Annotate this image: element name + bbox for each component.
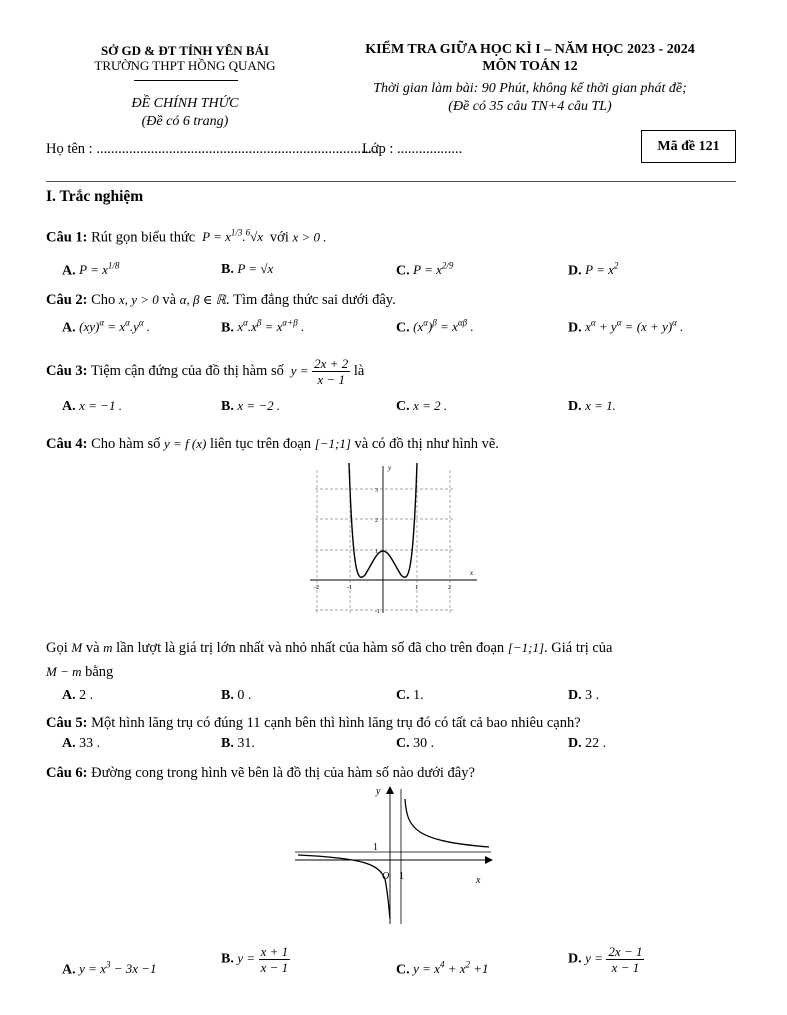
q4-answer-a[interactable]: A. 2 . <box>62 688 94 703</box>
exam-time: Thời gian làm bài: 90 Phút, không kể thời gian phát đề; <box>373 81 687 96</box>
q2-answer-b[interactable]: B. $x^\alpha.x^\beta = x^{\alpha+\beta}$ . <box>221 318 305 336</box>
q6-curve-right <box>405 799 489 847</box>
q1-expression: $P = x^{1/3}.^6√x$ <box>198 228 267 245</box>
svg-text:-1: -1 <box>375 609 380 615</box>
exam-code-box: Mã đề 121 <box>641 130 736 163</box>
student-class-field: Lớp : .................. <box>362 141 463 157</box>
q4-answer-b[interactable]: B. 0 . <box>221 688 252 703</box>
svg-text:2: 2 <box>375 518 378 524</box>
q5-answer-c[interactable]: C. 30 . <box>396 736 435 751</box>
q1-answer-c[interactable]: C. $P = x^{2/9}$ <box>396 261 454 279</box>
header-school: TRƯỜNG THPT HỒNG QUANG <box>94 58 276 73</box>
svg-text:y: y <box>376 786 381 797</box>
header-pages: (Đề có 6 trang) <box>141 114 229 129</box>
q2-answer-c[interactable]: C. $(x^\alpha)^\beta = x^{\alpha\beta}$ . <box>396 318 474 336</box>
q6-answer-c[interactable]: C. $y = x^4 + x^2 +1$ <box>396 960 489 978</box>
q3-fraction: $\frac{2x + 2}{x - 1}$ <box>314 356 349 387</box>
question-4: Câu 4: Cho hàm số y = f (x) liên tục trên đoạn [−1;1] và có đồ thị như hình vẽ. <box>46 436 499 452</box>
q4-answer-c[interactable]: C. 1. <box>396 688 424 703</box>
header-divider <box>134 80 238 81</box>
exam-title: KIỂM TRA GIỮA HỌC KÌ I – NĂM HỌC 2023 - 2024 <box>365 42 695 57</box>
q3-answer-a[interactable]: A. x = −1 . <box>62 398 122 414</box>
exam-count: (Đề có 35 câu TN+4 câu TL) <box>448 99 612 114</box>
question-1: Câu 1: Rút gọn biểu thức $P = x^{1/3}.^6√x$ với x > 0 . <box>46 228 327 246</box>
header-official: ĐỀ CHÍNH THỨC <box>131 96 239 111</box>
header-dept: SỞ GD & ĐT TỈNH YÊN BÁI <box>100 43 270 58</box>
svg-text:x: x <box>476 875 481 886</box>
svg-text:1: 1 <box>415 585 418 591</box>
svg-text:2: 2 <box>448 585 451 591</box>
svg-text:1: 1 <box>399 871 404 882</box>
question-2: Câu 2: Cho x, y > 0 và α, β ∈ ℝ. Tìm đẳng thức sai dưới đây. <box>46 292 396 308</box>
svg-text:3: 3 <box>375 488 378 494</box>
svg-text:y: y <box>388 464 392 472</box>
q3-answer-d[interactable]: D. x = 1. <box>568 398 616 414</box>
q5-answer-d[interactable]: D. 22 . <box>568 736 607 751</box>
q3-answer-c[interactable]: C. x = 2 . <box>396 398 448 414</box>
q6-curve-left <box>298 855 390 919</box>
q1-answer-d[interactable]: D. $P = x^2$ <box>568 261 619 279</box>
q5-answer-b[interactable]: B. 31. <box>221 736 255 751</box>
svg-text:x: x <box>470 569 474 577</box>
exam-subject: MÔN TOÁN 12 <box>482 59 578 74</box>
q6-answer-b[interactable]: B. y = $\frac{x + 1}{x - 1}$ <box>221 944 289 975</box>
section-title: I. Trắc nghiệm <box>46 188 144 205</box>
svg-text:O: O <box>382 871 390 882</box>
q6-graph <box>293 784 498 929</box>
question-6: Câu 6: Đường cong trong hình vẽ bên là đồ thị của hàm số nào dưới đây? <box>46 765 475 781</box>
q4-answer-d[interactable]: D. 3 . <box>568 688 600 703</box>
svg-text:-2: -2 <box>314 585 319 591</box>
q3-answer-b[interactable]: B. x = −2 . <box>221 398 281 414</box>
svg-text:-1: -1 <box>347 585 352 591</box>
question-3: Câu 3: Tiệm cận đứng của đồ thị hàm số y = $\frac{2x + 2}{x - 1}$ là <box>46 356 365 387</box>
svg-text:1: 1 <box>375 549 378 555</box>
header-rule <box>46 181 736 182</box>
q1-answer-b[interactable]: B. P = √x <box>221 261 274 277</box>
svg-text:1: 1 <box>373 842 378 853</box>
q6-answer-d[interactable]: D. y = $\frac{2x - 1}{x - 1}$ <box>568 944 643 975</box>
student-name-field: Họ tên : .............................................................................. <box>46 141 380 157</box>
q4-text-line2: Gọi M và m lần lượt là giá trị lớn nhất và nhỏ nhất của hàm số đã cho trên đoạn [−1;1]. Giá trị của <box>46 640 613 656</box>
q4-graph <box>305 460 485 615</box>
q2-answer-a[interactable]: A. $(xy)^\alpha = x^\alpha.y^\alpha$ . <box>62 318 151 336</box>
q4-text-line3: M − m bằng <box>46 664 114 680</box>
q1-answer-a[interactable]: A. $P = x^{1/8}$ <box>62 261 120 279</box>
question-5: Câu 5: Một hình lăng trụ có đúng 11 cạnh bên thì hình lăng trụ đó có tất cả bao nhiêu cạnh? <box>46 715 581 731</box>
q5-answer-a[interactable]: A. 33 . <box>62 736 101 751</box>
q6-answer-a[interactable]: A. $y = x^3 - 3x -1$ <box>62 960 157 978</box>
q2-answer-d[interactable]: D. $x^\alpha + y^\alpha = (x + y)^\alpha$ . <box>568 318 684 336</box>
